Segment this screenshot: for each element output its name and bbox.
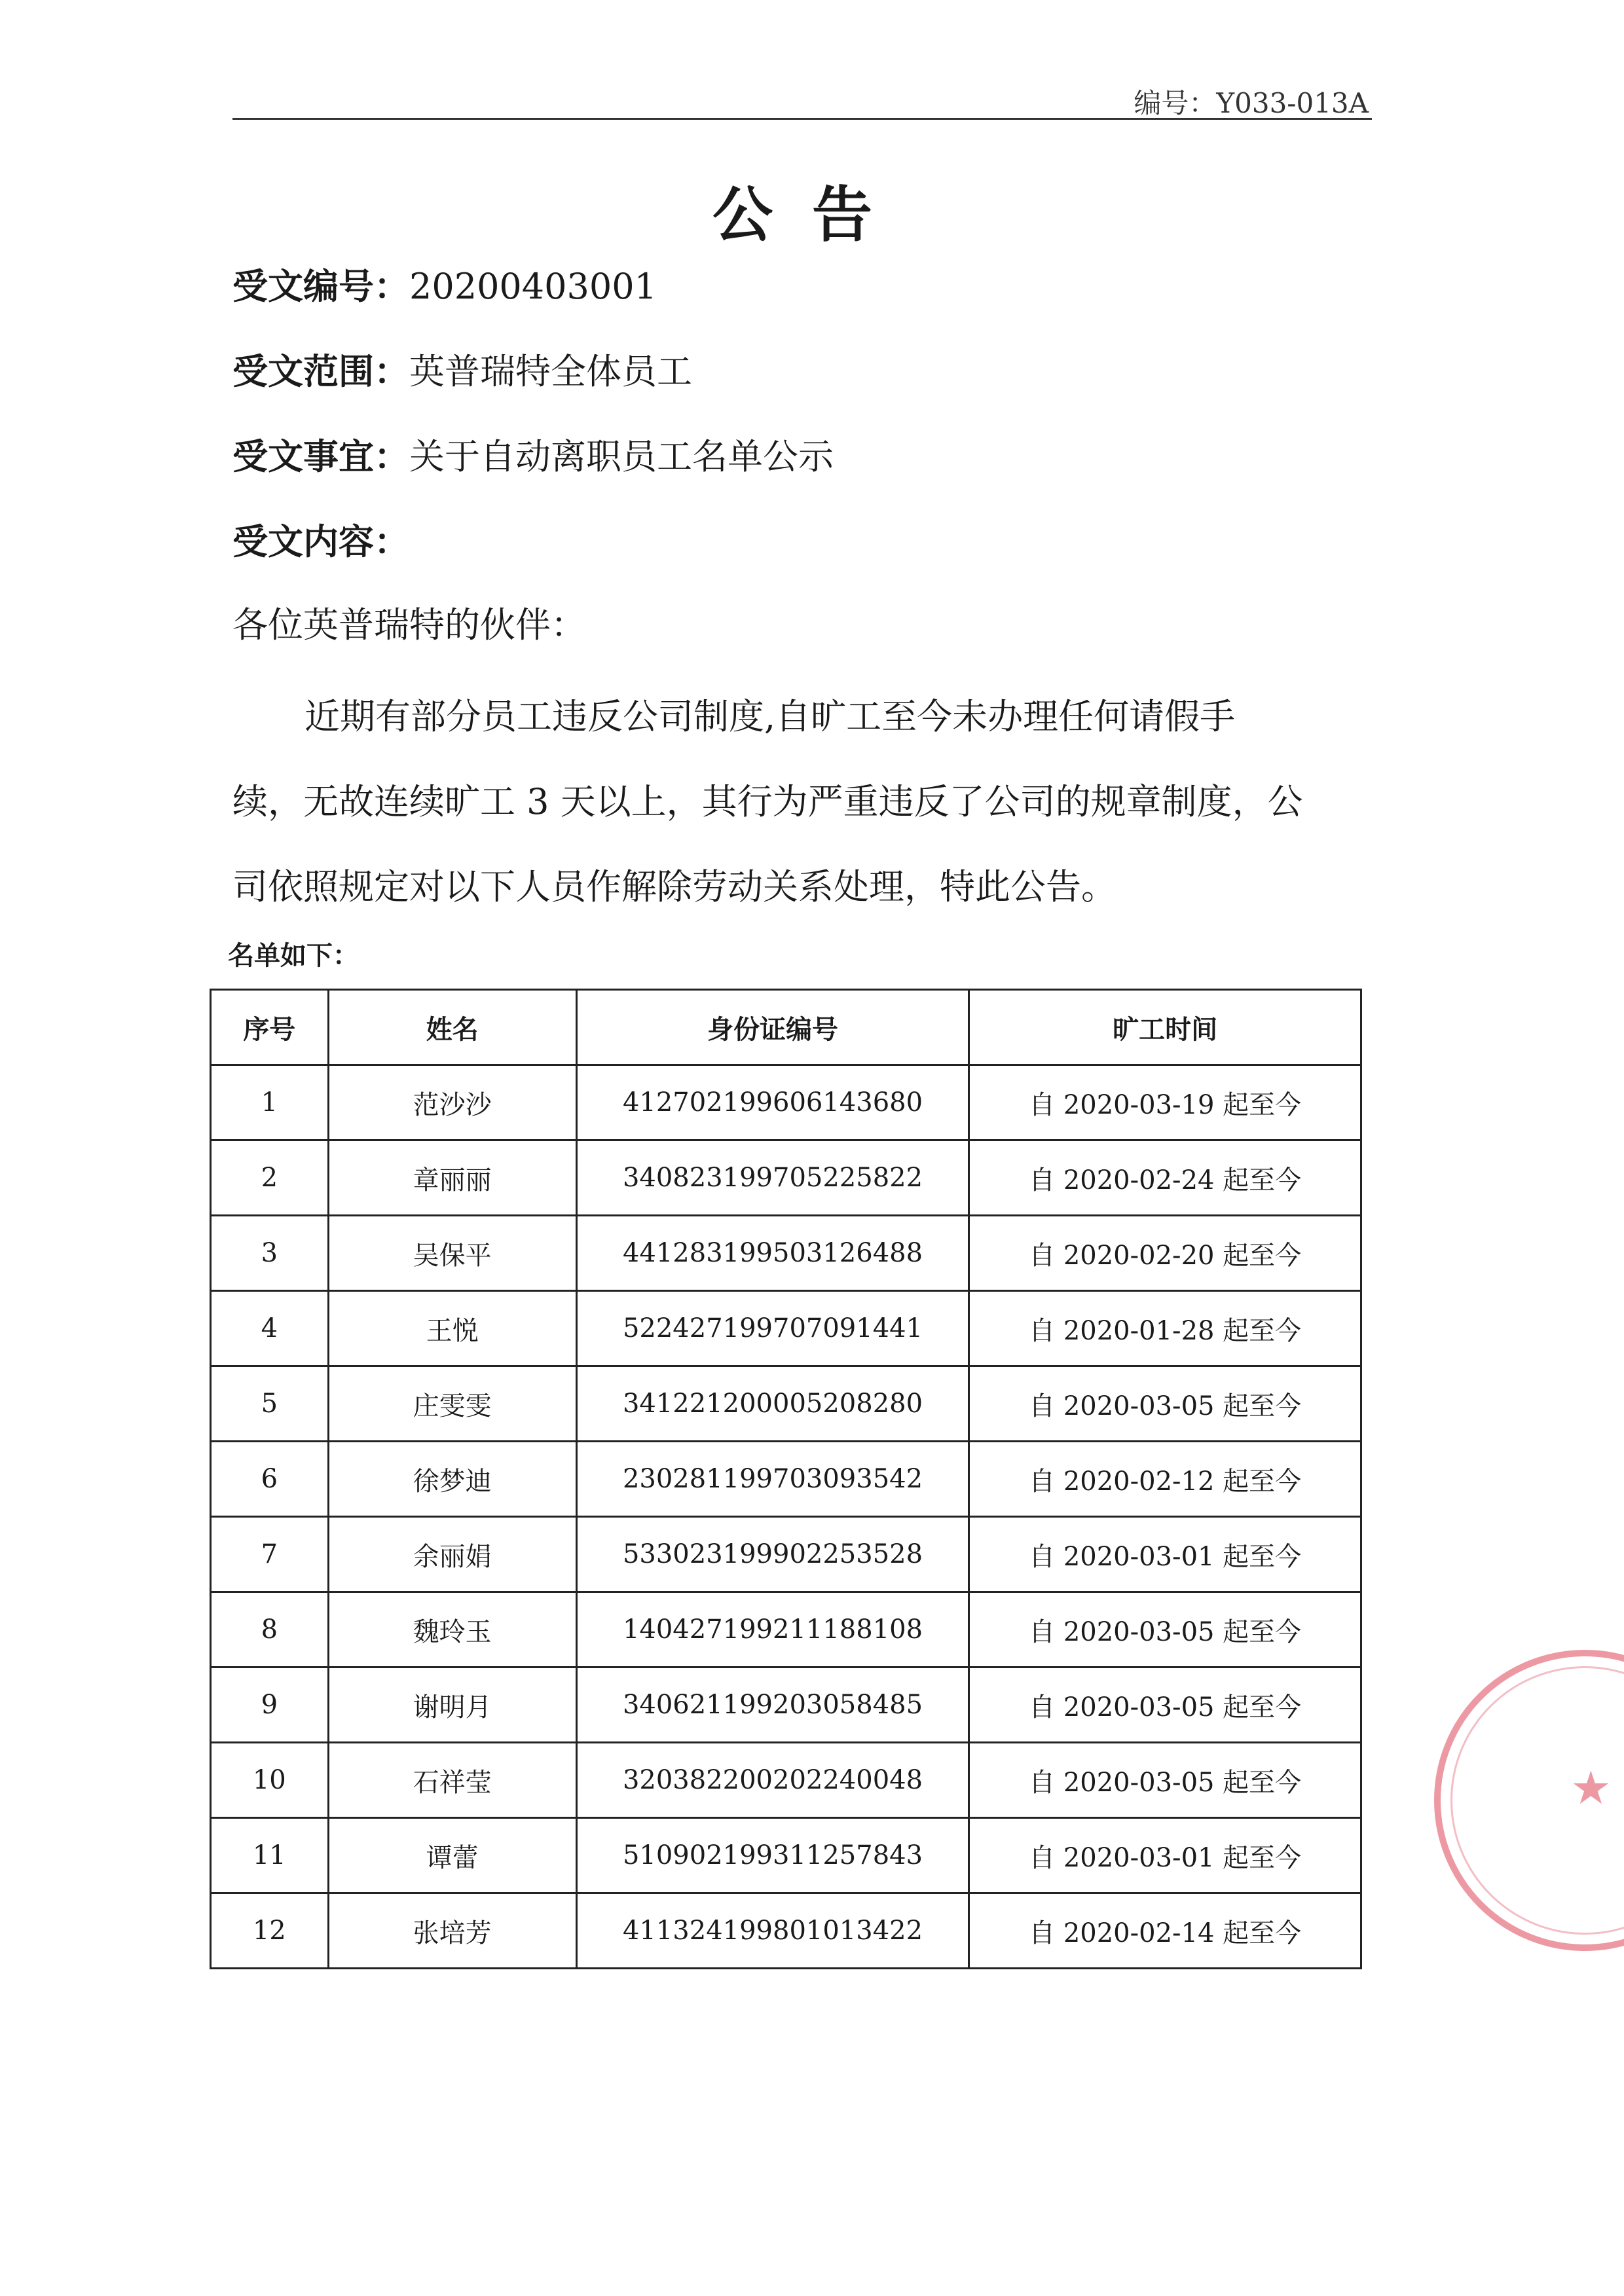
cell-absence: 自 2020-03-01 起至今 bbox=[969, 1517, 1361, 1592]
cell-absence: 自 2020-03-05 起至今 bbox=[969, 1743, 1361, 1818]
cell-absence: 自 2020-03-05 起至今 bbox=[969, 1667, 1361, 1743]
body-line: 近期有部分员工违反公司制度,自旷工至今未办理任何请假手 bbox=[304, 696, 1236, 737]
table-row bbox=[211, 1893, 1361, 1969]
field-label: 受文范围： bbox=[232, 351, 409, 392]
cell-id: 230281199703093542 bbox=[576, 1442, 969, 1517]
seal-star-icon: ★ bbox=[1570, 1761, 1612, 1815]
field-scope bbox=[232, 344, 692, 394]
field-value: 20200403001 bbox=[409, 266, 657, 307]
cell-no: 11 bbox=[211, 1818, 329, 1893]
cell-absence: 自 2020-03-05 起至今 bbox=[969, 1366, 1361, 1442]
cell-name: 吴保平 bbox=[328, 1216, 576, 1291]
body-line: 续，无故连续旷工 3 天以上，其行为严重违反了公司的规章制度，公 bbox=[232, 781, 1303, 822]
cell-no: 9 bbox=[211, 1667, 329, 1743]
cell-no: 10 bbox=[211, 1743, 329, 1818]
table-row bbox=[211, 1065, 1361, 1140]
cell-name: 谭蕾 bbox=[328, 1818, 576, 1893]
column-header-id: 身份证编号 bbox=[576, 990, 969, 1065]
cell-id: 441283199503126488 bbox=[576, 1216, 969, 1291]
cell-absence: 自 2020-02-12 起至今 bbox=[969, 1442, 1361, 1517]
table-row bbox=[211, 1517, 1361, 1592]
cell-name: 范沙沙 bbox=[328, 1065, 576, 1140]
list-label: 名单如下： bbox=[228, 941, 359, 971]
notice-body bbox=[232, 674, 1372, 930]
cell-no: 1 bbox=[211, 1065, 329, 1140]
cell-absence: 自 2020-02-24 起至今 bbox=[969, 1140, 1361, 1216]
table-row bbox=[211, 1216, 1361, 1291]
field-label: 受文事宜： bbox=[232, 436, 409, 477]
cell-name: 王悦 bbox=[328, 1291, 576, 1366]
field-label: 受文内容： bbox=[232, 521, 409, 562]
cell-no: 8 bbox=[211, 1592, 329, 1667]
column-header-absence: 旷工时间 bbox=[969, 990, 1361, 1065]
cell-no: 3 bbox=[211, 1216, 329, 1291]
salutation: 各位英普瑞特的伙伴： bbox=[232, 604, 586, 646]
cell-id: 340823199705225822 bbox=[576, 1140, 969, 1216]
cell-no: 12 bbox=[211, 1893, 329, 1969]
cell-absence: 自 2020-03-05 起至今 bbox=[969, 1592, 1361, 1667]
cell-absence: 自 2020-02-14 起至今 bbox=[969, 1893, 1361, 1969]
column-header-no: 序号 bbox=[211, 990, 329, 1065]
cell-id: 411324199801013422 bbox=[576, 1893, 969, 1969]
cell-id: 341221200005208280 bbox=[576, 1366, 969, 1442]
cell-name: 魏玲玉 bbox=[328, 1592, 576, 1667]
cell-id: 412702199606143680 bbox=[576, 1065, 969, 1140]
field-receipt-number bbox=[232, 259, 657, 309]
table-row bbox=[211, 1818, 1361, 1893]
table-header-row bbox=[211, 990, 1361, 1065]
cell-absence: 自 2020-01-28 起至今 bbox=[969, 1291, 1361, 1366]
cell-id: 522427199707091441 bbox=[576, 1291, 969, 1366]
field-content bbox=[232, 514, 409, 564]
field-subject bbox=[232, 429, 834, 479]
cell-no: 4 bbox=[211, 1291, 329, 1366]
table-row bbox=[211, 1291, 1361, 1366]
table-row bbox=[211, 1667, 1361, 1743]
cell-id: 510902199311257843 bbox=[576, 1818, 969, 1893]
body-line: 司依照规定对以下人员作解除劳动关系处理，特此公告。 bbox=[232, 866, 1116, 907]
cell-absence: 自 2020-03-19 起至今 bbox=[969, 1065, 1361, 1140]
cell-name: 章丽丽 bbox=[328, 1140, 576, 1216]
cell-absence: 自 2020-02-20 起至今 bbox=[969, 1216, 1361, 1291]
table-row bbox=[211, 1140, 1361, 1216]
cell-absence: 自 2020-03-01 起至今 bbox=[969, 1818, 1361, 1893]
document-number: 编号：Y033-013A bbox=[1134, 87, 1369, 119]
cell-name: 谢明月 bbox=[328, 1667, 576, 1743]
page-title: 公告 bbox=[712, 180, 912, 250]
cell-no: 7 bbox=[211, 1517, 329, 1592]
cell-id: 340621199203058485 bbox=[576, 1667, 969, 1743]
cell-name: 庄雯雯 bbox=[328, 1366, 576, 1442]
field-value: 英普瑞特全体员工 bbox=[409, 351, 692, 392]
column-header-name: 姓名 bbox=[328, 990, 576, 1065]
cell-name: 张培芳 bbox=[328, 1893, 576, 1969]
absence-table bbox=[210, 989, 1362, 1969]
table-row bbox=[211, 1743, 1361, 1818]
cell-id: 320382200202240048 bbox=[576, 1743, 969, 1818]
table-row bbox=[211, 1366, 1361, 1442]
cell-no: 2 bbox=[211, 1140, 329, 1216]
cell-no: 5 bbox=[211, 1366, 329, 1442]
cell-name: 余丽娟 bbox=[328, 1517, 576, 1592]
field-label: 受文编号： bbox=[232, 266, 409, 307]
table-row bbox=[211, 1592, 1361, 1667]
field-value: 关于自动离职员工名单公示 bbox=[409, 436, 834, 477]
cell-name: 徐梦迪 bbox=[328, 1442, 576, 1517]
cell-no: 6 bbox=[211, 1442, 329, 1517]
header-divider bbox=[232, 118, 1372, 120]
table-row bbox=[211, 1442, 1361, 1517]
cell-name: 石祥莹 bbox=[328, 1743, 576, 1818]
cell-id: 140427199211188108 bbox=[576, 1592, 969, 1667]
cell-id: 533023199902253528 bbox=[576, 1517, 969, 1592]
